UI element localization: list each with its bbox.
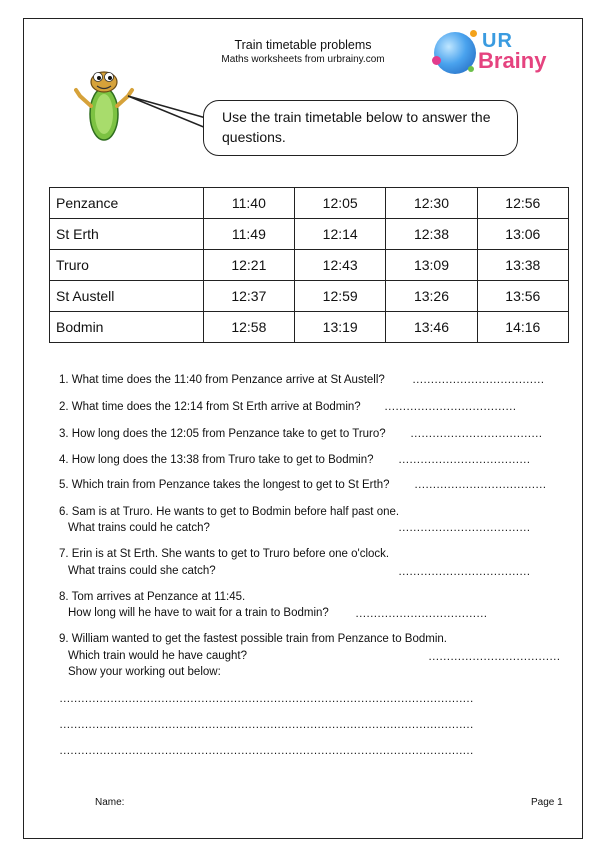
time-cell: 12:37 — [203, 281, 294, 312]
question-8: 8. Tom arrives at Penzance at 11:45. — [59, 591, 246, 603]
name-label: Name: — [95, 797, 125, 808]
question-6-part: What trains could he catch? — [68, 522, 210, 534]
station-cell: Penzance — [50, 188, 204, 219]
working-line[interactable]: …………………………………………………………………………………………………… — [59, 719, 474, 731]
answer-line[interactable]: ……………………………… — [398, 522, 530, 534]
station-cell: Bodmin — [50, 312, 204, 343]
question-2: 2. What time does the 12:14 from St Erth arrive at Bodmin? — [59, 401, 361, 413]
station-cell: St Austell — [50, 281, 204, 312]
table-row — [50, 312, 569, 343]
speech-bubble-text — [222, 107, 517, 147]
time-cell: 13:09 — [386, 250, 477, 281]
question-3: 3. How long does the 12:05 from Penzance take to get to Truro? — [59, 428, 386, 440]
answer-line[interactable]: ……………………………… — [355, 608, 487, 620]
question-6: 6. Sam is at Truro. He wants to get to Bodmin before half past one. — [59, 506, 400, 518]
question-8-part: How long will he have to wait for a train to Bodmin? — [68, 607, 329, 619]
table-row — [50, 219, 569, 250]
logo-dot-icon — [432, 56, 441, 65]
time-cell: 11:40 — [203, 188, 294, 219]
question-5: 5. Which train from Penzance takes the longest to get to St Erth? — [59, 479, 390, 491]
question-9: 9. William wanted to get the fastest possible train from Penzance to Bodmin. — [59, 633, 447, 645]
time-cell: 13:19 — [295, 312, 386, 343]
logo-dot-icon — [470, 30, 477, 37]
time-cell: 12:30 — [386, 188, 477, 219]
answer-line[interactable]: ……………………………… — [398, 566, 530, 578]
time-cell: 13:06 — [477, 219, 568, 250]
time-cell: 12:58 — [203, 312, 294, 343]
table-row — [50, 281, 569, 312]
time-cell: 12:14 — [295, 219, 386, 250]
bubble-line-2: questions. — [222, 129, 286, 145]
time-cell: 11:49 — [203, 219, 294, 250]
answer-line[interactable]: ……………………………… — [412, 374, 544, 386]
time-cell: 12:38 — [386, 219, 477, 250]
working-line[interactable]: …………………………………………………………………………………………………… — [59, 693, 474, 705]
question-7-part: What trains could she catch? — [68, 565, 216, 577]
time-cell: 12:43 — [295, 250, 386, 281]
worksheet-title: Train timetable problems — [234, 38, 372, 52]
working-line[interactable]: …………………………………………………………………………………………………… — [59, 745, 474, 757]
urbrainy-logo — [432, 28, 550, 80]
question-9-instruction: Show your working out below: — [68, 666, 221, 678]
bubble-line-1: Use the train timetable below to answer the — [222, 109, 491, 125]
question-4: 4. How long does the 13:38 from Truro take to get to Bodmin? — [59, 454, 374, 466]
time-cell: 13:26 — [386, 281, 477, 312]
page-number: Page 1 — [531, 797, 563, 808]
table-row — [50, 188, 569, 219]
time-cell: 12:21 — [203, 250, 294, 281]
mascot-icon — [74, 66, 136, 146]
table-row — [50, 250, 569, 281]
logo-ur-text: UR — [482, 30, 513, 52]
train-timetable — [49, 187, 569, 343]
answer-line[interactable]: ……………………………… — [384, 401, 516, 413]
answer-line[interactable]: ……………………………… — [414, 479, 546, 491]
answer-line[interactable]: ……………………………… — [428, 651, 560, 663]
worksheet-subtitle: Maths worksheets from urbrainy.com — [221, 54, 385, 65]
question-9-part: Which train would he have caught? — [68, 650, 247, 662]
time-cell: 13:46 — [386, 312, 477, 343]
time-cell: 12:59 — [295, 281, 386, 312]
answer-line[interactable]: ……………………………… — [410, 428, 542, 440]
question-1: 1. What time does the 11:40 from Penzance arrive at St Austell? — [59, 374, 385, 386]
time-cell: 13:56 — [477, 281, 568, 312]
time-cell: 13:38 — [477, 250, 568, 281]
time-cell: 12:56 — [477, 188, 568, 219]
answer-line[interactable]: ……………………………… — [398, 454, 530, 466]
station-cell: St Erth — [50, 219, 204, 250]
time-cell: 12:05 — [295, 188, 386, 219]
logo-brainy-text: Brainy — [478, 48, 547, 73]
logo-dot-icon — [468, 66, 474, 72]
station-cell: Truro — [50, 250, 204, 281]
time-cell: 14:16 — [477, 312, 568, 343]
question-7: 7. Erin is at St Erth. She wants to get to Truro before one o'clock. — [59, 548, 390, 560]
